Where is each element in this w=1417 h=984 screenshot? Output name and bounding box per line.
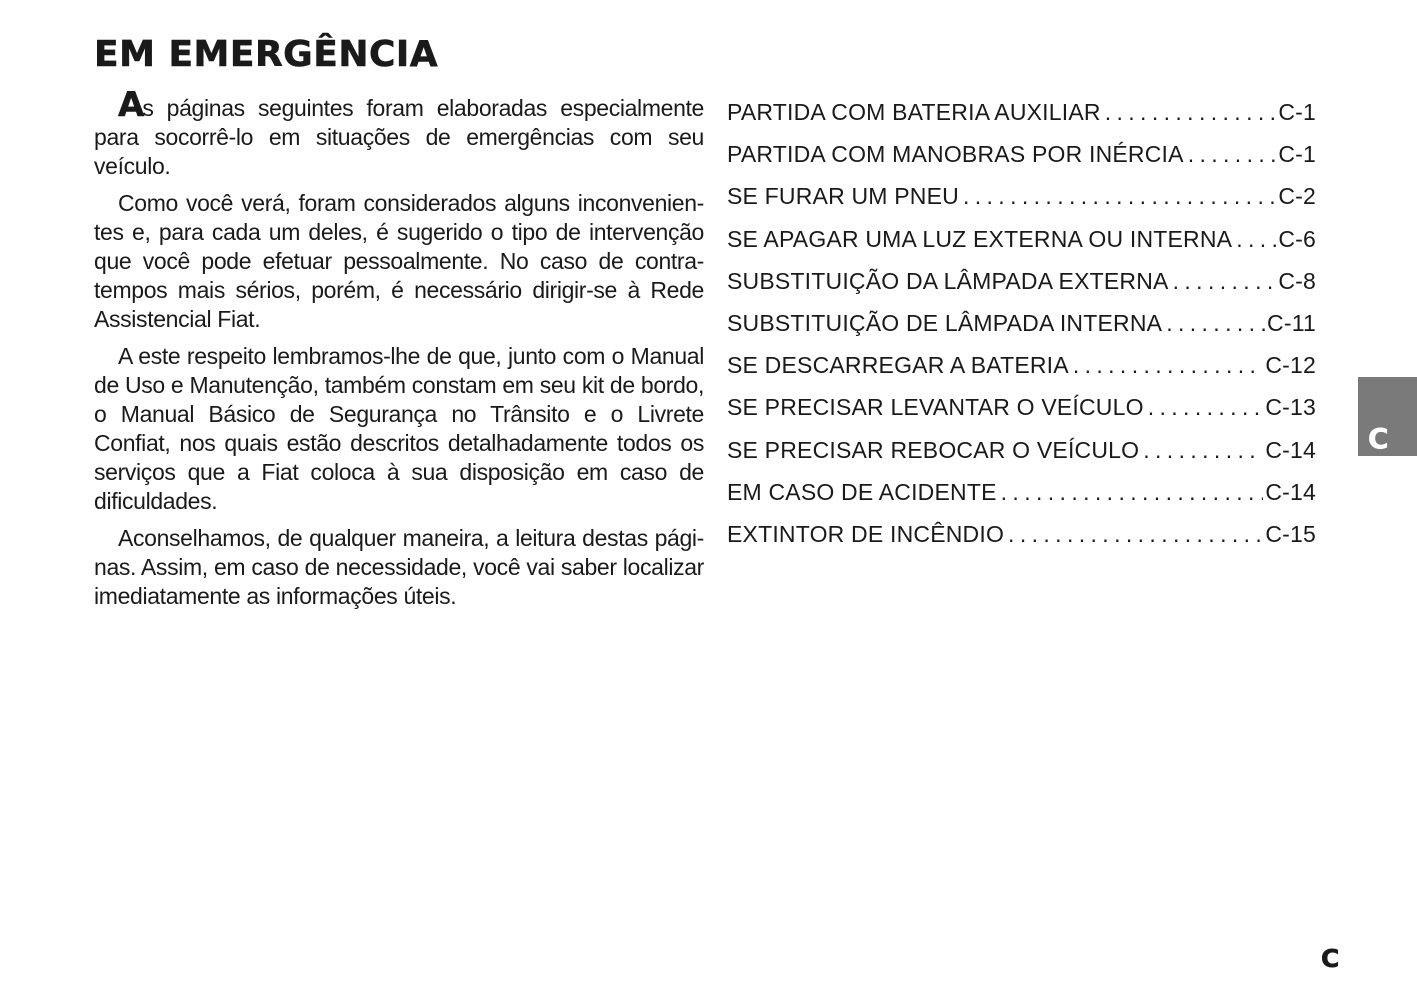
- toc-entry-page: C-15: [1265, 520, 1316, 547]
- toc-dot-leader: [1073, 344, 1264, 386]
- toc-entry[interactable]: [727, 91, 1316, 133]
- toc-dot-leader: [1105, 91, 1277, 133]
- toc-entry-label: EM CASO DE ACIDENTE: [727, 478, 997, 505]
- drop-cap: A: [118, 85, 143, 125]
- table-of-contents: [727, 91, 1316, 555]
- toc-entry[interactable]: [727, 260, 1316, 302]
- toc-entry-page: C-13: [1265, 394, 1316, 421]
- toc-entry-page: C-11: [1267, 309, 1316, 336]
- toc-entry[interactable]: [727, 218, 1316, 260]
- toc-entry-label: SUBSTITUIÇÃO DA LÂMPADA EXTERNA: [727, 267, 1169, 294]
- toc-entry-label: SE FURAR UM PNEU: [727, 183, 959, 210]
- toc-dot-leader: [1001, 471, 1264, 513]
- intro-paragraph-4: Aconselhamos, de qualquer maneira, a leitura destas pági-nas. Assim, em caso de necessidade, você vai saber localizar imediatamente as informações úteis.: [94, 525, 704, 609]
- intro-paragraph-2: Como você verá, foram considerados alguns inconvenien-tes e, para cada um deles, é sugerido o tipo de intervenção que você pode efetuar pessoalmente. No caso de contra-tempos mais sérios, porém, é necessário dirigir-se à Rede Assistencial Fiat.: [94, 190, 704, 332]
- footer-section-letter: C: [1321, 944, 1340, 973]
- toc-dot-leader: [1166, 302, 1265, 344]
- toc-dot-leader: [1148, 386, 1264, 428]
- toc-entry[interactable]: [727, 302, 1316, 344]
- toc-entry-page: C-1: [1278, 141, 1316, 168]
- toc-entry-page: C-6: [1278, 225, 1316, 252]
- intro-paragraph-1: [94, 85, 704, 181]
- toc-entry[interactable]: [727, 344, 1316, 386]
- toc-entry-page: C-8: [1278, 267, 1316, 294]
- toc-entry[interactable]: [727, 429, 1316, 471]
- section-tab-letter: C: [1368, 422, 1389, 455]
- toc-dot-leader: [1236, 218, 1276, 260]
- toc-dot-leader: [963, 175, 1276, 217]
- toc-entry-label: EXTINTOR DE INCÊNDIO: [727, 520, 1005, 547]
- toc-entry[interactable]: [727, 513, 1316, 555]
- toc-entry-page: C-14: [1265, 478, 1316, 505]
- toc-entry-label: SE PRECISAR REBOCAR O VEÍCULO: [727, 436, 1140, 463]
- intro-paragraph-3: A este respeito lembramos-lhe de que, junto com o Manual de Uso e Manutenção, também constam em seu kit de bordo, o Manual Básico de Segurança no Trânsito e o Livrete Confiat, nos quais estão descritos detalhadamente todos os serviços que a Fiat coloca à sua disposição em caso de dificuldades.: [94, 343, 704, 514]
- toc-entry-label: PARTIDA COM MANOBRAS POR INÉRCIA: [727, 141, 1184, 168]
- toc-dot-leader: [1143, 429, 1263, 471]
- toc-entry-label: SE DESCARREGAR A BATERIA: [727, 352, 1069, 379]
- toc-entry[interactable]: [727, 386, 1316, 428]
- toc-entry-label: SUBSTITUIÇÃO DE LÂMPADA INTERNA: [727, 309, 1163, 336]
- toc-entry-label: SE PRECISAR LEVANTAR O VEÍCULO: [727, 394, 1144, 421]
- toc-dot-leader: [1173, 260, 1277, 302]
- toc-entry-page: C-12: [1265, 352, 1316, 379]
- toc-entry[interactable]: [727, 175, 1316, 217]
- toc-entry[interactable]: [727, 133, 1316, 175]
- toc-entry-label: SE APAGAR UMA LUZ EXTERNA OU INTERNA: [727, 225, 1233, 252]
- toc-entry-label: PARTIDA COM BATERIA AUXILIAR: [727, 99, 1101, 125]
- toc-entry-page: C-1: [1278, 99, 1316, 125]
- toc-entry-page: C-2: [1278, 183, 1316, 210]
- intro-paragraph-1-text: s páginas seguintes foram elaboradas especialmente para socorrê-lo em situações de emergências com seu veículo.: [94, 95, 704, 179]
- intro-text: [94, 85, 704, 619]
- page-title: EM EMERGÊNCIA: [94, 34, 439, 75]
- toc-dot-leader: [1008, 513, 1263, 555]
- toc-entry-page: C-14: [1265, 436, 1316, 463]
- toc-dot-leader: [1188, 133, 1277, 175]
- section-tab: [1358, 377, 1417, 456]
- toc-entry[interactable]: [727, 471, 1316, 513]
